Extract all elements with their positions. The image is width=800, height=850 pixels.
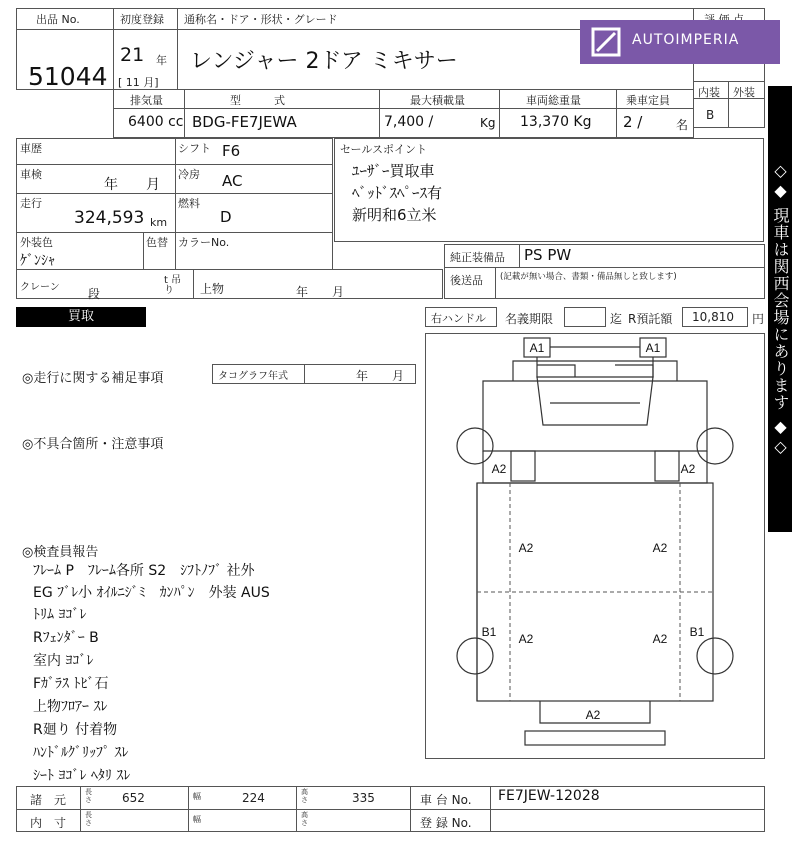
tacho-value: 年 月 bbox=[356, 369, 405, 383]
ext-color-label: 外装色 bbox=[20, 236, 53, 249]
mark-a2-front-left: A2 bbox=[491, 462, 507, 476]
mileage: 324,593 bbox=[74, 208, 145, 228]
inspector-line-7: 上物ﾌﾛｱｰ ｽﾚ bbox=[33, 699, 108, 715]
capacity-label: 乗車定員 bbox=[626, 94, 670, 107]
mark-a2-rear-right: A2 bbox=[652, 632, 668, 646]
height-label-inner: 高さ bbox=[301, 811, 308, 827]
driving-notes-label: ◎走行に関する補足事項 bbox=[22, 371, 164, 386]
shipping-note: (記載が無い場合、書類・備品無しと致します) bbox=[500, 272, 677, 282]
top-label: 上物 bbox=[200, 282, 225, 296]
fuel-label: 燃料 bbox=[178, 197, 200, 210]
mark-b1-right: B1 bbox=[689, 625, 705, 639]
chassis-number: FE7JEW-12028 bbox=[498, 788, 600, 804]
right-hand-label: 右ハンドル bbox=[431, 312, 486, 325]
capacity: 2 / bbox=[623, 113, 643, 131]
tacho-label: タコグラフ年式 bbox=[218, 371, 288, 382]
reg-no-label: 登 録 No. bbox=[420, 816, 472, 830]
inspector-line-5: 室内 ﾖｺﾞﾚ bbox=[33, 653, 94, 669]
equip-value: PS PW bbox=[524, 246, 572, 264]
model-label: 通称名・ドア・形状・グレード bbox=[184, 13, 338, 26]
shift: F6 bbox=[222, 142, 241, 160]
spec-label: 諸 元 bbox=[30, 793, 67, 807]
ext-color: ｹﾞﾝｼｬ bbox=[20, 253, 55, 269]
lot-label: 出品 No. bbox=[36, 13, 80, 26]
length-label-inner: 長さ bbox=[85, 811, 92, 827]
crane-label: クレーン bbox=[20, 282, 60, 293]
max-load: 7,400 / bbox=[384, 114, 434, 130]
width-label: 幅 bbox=[193, 792, 201, 801]
inspector-line-1: ﾌﾚｰﾑ P ﾌﾚｰﾑ各所 S2 ｼﾌﾄﾉﾌﾞ 社外 bbox=[33, 563, 255, 579]
inspection-value: 年 月 bbox=[104, 177, 160, 193]
inspector-line-4: Rﾌｪﾝﾀﾞｰ B bbox=[33, 630, 99, 646]
chassis-label: 車 台 No. bbox=[420, 793, 472, 807]
crane-unit-steps: 段 bbox=[88, 287, 101, 301]
color-no-label: カラーNo. bbox=[178, 236, 230, 249]
length-value: 652 bbox=[122, 791, 145, 805]
mark-a2-rear-left: A2 bbox=[518, 632, 534, 646]
reg-month: [ 11 月] bbox=[118, 76, 159, 89]
recycle-label: R預託額 bbox=[628, 312, 673, 326]
length-label: 長さ bbox=[85, 788, 92, 804]
mileage-label: 走行 bbox=[20, 197, 42, 210]
mileage-unit: km bbox=[150, 216, 168, 229]
sales-label: セールスポイント bbox=[340, 143, 428, 156]
vehicle-damage-diagram bbox=[425, 333, 765, 759]
reg-year-unit: 年 bbox=[156, 54, 167, 67]
sales-line-2: ﾍﾞｯﾄﾞｽﾍﾟｰｽ有 bbox=[352, 184, 443, 202]
color-change-label: 色替 bbox=[146, 236, 168, 249]
top-value: 年 月 bbox=[296, 285, 345, 299]
sales-line-1: ﾕｰｻﾞｰ買取車 bbox=[352, 162, 435, 180]
ac-label: 冷房 bbox=[178, 168, 200, 181]
recycle-unit: 円 bbox=[752, 312, 765, 326]
height-label: 高さ bbox=[301, 788, 308, 804]
inspector-line-8: R廻り 付着物 bbox=[33, 722, 118, 738]
history-label: 車歴 bbox=[20, 142, 42, 155]
inner-label: 内 寸 bbox=[30, 816, 67, 830]
mark-a1-left: A1 bbox=[529, 341, 545, 355]
title-expiry-label: 名義期限 bbox=[505, 312, 554, 326]
inspector-line-6: Fｶﾞﾗｽ ﾄﾋﾞ石 bbox=[33, 676, 109, 692]
ac: AC bbox=[222, 172, 243, 190]
reg-year: 21 bbox=[120, 44, 145, 66]
gross-weight-label: 車両総重量 bbox=[526, 94, 581, 107]
mark-a2-mid-left: A2 bbox=[518, 541, 534, 555]
inspection-label: 車検 bbox=[20, 168, 42, 181]
lot-number: 51044 bbox=[28, 62, 108, 91]
inspector-line-9: ﾊﾝﾄﾞﾙｸﾞﾘｯﾌﾟ ｽﾚ bbox=[33, 745, 129, 761]
width-value: 224 bbox=[242, 791, 265, 805]
logo-mark-icon bbox=[590, 26, 622, 58]
displacement: 6400 cc bbox=[128, 114, 184, 130]
equip-label: 純正装備品 bbox=[450, 251, 505, 264]
model-code-label: 型 式 bbox=[230, 94, 285, 107]
model-code: BDG-FE7JEWA bbox=[192, 113, 297, 131]
defects-label: ◎不具合箇所・注意事項 bbox=[22, 437, 164, 452]
until-label: 迄 bbox=[610, 312, 623, 326]
mark-b1-left: B1 bbox=[481, 625, 497, 639]
interior-grade: B bbox=[706, 108, 715, 122]
mark-a2-mid-right: A2 bbox=[652, 541, 668, 555]
fuel: D bbox=[220, 208, 232, 226]
crane-unit-tons: t 吊り bbox=[164, 275, 182, 296]
recycle-value: 10,810 bbox=[692, 310, 734, 324]
capacity-unit: 名 bbox=[676, 118, 689, 132]
gross-weight: 13,370 Kg bbox=[520, 114, 592, 130]
max-load-unit: Kg bbox=[480, 116, 496, 130]
purchase-tag: 買取 bbox=[16, 307, 146, 327]
height-value: 335 bbox=[352, 791, 375, 805]
first-reg-label: 初度登録 bbox=[120, 13, 164, 26]
interior-label: 内装 bbox=[698, 86, 720, 99]
logo-text: AUTOIMPERIA bbox=[632, 32, 740, 48]
max-load-label: 最大積載量 bbox=[410, 94, 465, 107]
inspector-line-3: ﾄﾘﾑ ﾖｺﾞﾚ bbox=[33, 607, 87, 623]
mark-a1-right: A1 bbox=[645, 341, 661, 355]
shift-label: シフト bbox=[178, 142, 211, 155]
mark-a2-front-right: A2 bbox=[680, 462, 696, 476]
autoimperia-logo bbox=[580, 20, 780, 64]
shipping-label: 後送品 bbox=[450, 274, 483, 287]
inspector-line-10: ｼｰﾄ ﾖｺﾞﾚ ﾍﾀﾘ ｽﾚ bbox=[33, 768, 131, 784]
venue-banner: ◇◆ 現車は関西会場にあります ◆◇ bbox=[768, 86, 792, 532]
model-name: レンジャー 2ドア ミキサー bbox=[190, 49, 458, 74]
inspector-label: ◎検査員報告 bbox=[22, 545, 99, 560]
inspector-line-2: EG ﾌﾞﾚ小 ｵｲﾙﾆｼﾞﾐ ｶﾝﾊﾟﾝ 外装 AUS bbox=[33, 585, 270, 601]
sales-line-3: 新明和6立米 bbox=[352, 206, 437, 224]
exterior-label: 外装 bbox=[733, 86, 755, 99]
width-label-inner: 幅 bbox=[193, 815, 201, 824]
displacement-label: 排気量 bbox=[130, 94, 163, 107]
mark-a2-rear: A2 bbox=[585, 708, 601, 722]
